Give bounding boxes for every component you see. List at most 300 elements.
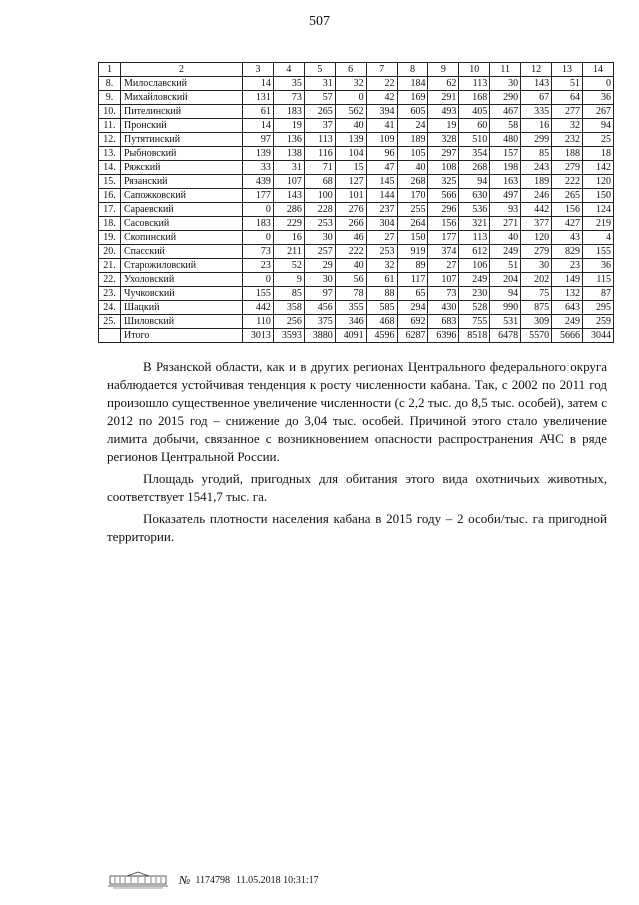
value-cell: 113 <box>304 133 335 147</box>
value-cell: 97 <box>304 287 335 301</box>
district-cell: Путятинский <box>121 133 243 147</box>
value-cell: 222 <box>335 245 366 259</box>
value-cell: 354 <box>459 147 490 161</box>
value-cell: 456 <box>304 301 335 315</box>
value-cell: 243 <box>521 161 552 175</box>
page-number: 507 <box>309 14 330 29</box>
value-cell: 279 <box>521 245 552 259</box>
value-cell: 40 <box>335 119 366 133</box>
value-cell: 321 <box>459 217 490 231</box>
value-cell: 692 <box>397 315 428 329</box>
value-cell: 442 <box>521 203 552 217</box>
table-row <box>99 329 614 343</box>
value-cell: 96 <box>366 147 397 161</box>
value-cell: 62 <box>428 77 459 91</box>
value-cell: 246 <box>521 189 552 203</box>
value-cell: 142 <box>582 161 613 175</box>
header-cell: 13 <box>552 63 583 77</box>
value-cell: 89 <box>397 259 428 273</box>
value-cell: 40 <box>397 161 428 175</box>
paragraph: В Рязанской области, как и в других регионах Центрального федерального округа наблюдается устойчивая тенденция к росту численности кабана. Так, с 2002 по 2011 год произошло существенное увеличение численности (с 2,2 тыс. до 8,5 тыс. особей), затем с 2012 по 2015 год – снижение до 3,04 тыс. особей. Причиной этого стало увеличение лимита добычи, связанное с возникновением опасности распространения АЧС в ряде регионов Центральной России. <box>107 359 607 464</box>
value-cell: 493 <box>428 105 459 119</box>
header-cell: 12 <box>521 63 552 77</box>
value-cell: 394 <box>366 105 397 119</box>
header-cell: 1 <box>99 63 121 77</box>
value-cell: 75 <box>521 287 552 301</box>
value-cell: 73 <box>428 287 459 301</box>
value-cell: 177 <box>243 189 274 203</box>
value-cell: 40 <box>490 231 521 245</box>
value-cell: 42 <box>366 91 397 105</box>
value-cell: 375 <box>304 315 335 329</box>
index-cell: 12. <box>99 133 121 147</box>
value-cell: 266 <box>335 217 366 231</box>
value-cell: 58 <box>490 119 521 133</box>
header-cell: 2 <box>121 63 243 77</box>
value-cell: 267 <box>582 105 613 119</box>
value-cell: 73 <box>273 91 304 105</box>
value-cell: 30 <box>490 77 521 91</box>
value-cell: 0 <box>243 203 274 217</box>
value-cell: 144 <box>366 189 397 203</box>
number-sign: № <box>179 872 191 887</box>
table-row <box>99 147 614 161</box>
value-cell: 150 <box>582 189 613 203</box>
header-cell: 5 <box>304 63 335 77</box>
value-cell: 230 <box>459 287 490 301</box>
value-cell: 497 <box>490 189 521 203</box>
value-cell: 219 <box>582 217 613 231</box>
value-cell: 43 <box>552 231 583 245</box>
value-cell: 228 <box>304 203 335 217</box>
value-cell: 132 <box>552 287 583 301</box>
table-row <box>99 315 614 329</box>
value-cell: 297 <box>428 147 459 161</box>
value-cell: 268 <box>397 175 428 189</box>
index-cell: 22. <box>99 273 121 287</box>
value-cell: 16 <box>273 231 304 245</box>
district-cell: Сапожковский <box>121 189 243 203</box>
value-cell: 41 <box>366 119 397 133</box>
value-cell: 18 <box>582 147 613 161</box>
value-cell: 156 <box>552 203 583 217</box>
value-cell: 468 <box>366 315 397 329</box>
value-cell: 4 <box>582 231 613 245</box>
value-cell: 612 <box>459 245 490 259</box>
value-cell: 14 <box>243 119 274 133</box>
value-cell: 85 <box>273 287 304 301</box>
value-cell: 104 <box>335 147 366 161</box>
value-cell: 309 <box>521 315 552 329</box>
value-cell: 875 <box>521 301 552 315</box>
value-cell: 124 <box>582 203 613 217</box>
value-cell: 97 <box>243 133 274 147</box>
value-cell: 15 <box>335 161 366 175</box>
table-row <box>99 245 614 259</box>
value-cell: 430 <box>428 301 459 315</box>
value-cell: 32 <box>366 259 397 273</box>
value-cell: 16 <box>521 119 552 133</box>
value-cell: 237 <box>366 203 397 217</box>
value-cell: 585 <box>366 301 397 315</box>
value-cell: 67 <box>521 91 552 105</box>
header-cell: 4 <box>273 63 304 77</box>
value-cell: 14 <box>243 77 274 91</box>
value-cell: 109 <box>366 133 397 147</box>
value-cell: 30 <box>521 259 552 273</box>
value-cell: 566 <box>428 189 459 203</box>
district-cell: Чучковский <box>121 287 243 301</box>
value-cell: 202 <box>521 273 552 287</box>
value-cell: 177 <box>428 231 459 245</box>
value-cell: 253 <box>304 217 335 231</box>
district-cell: Михайловский <box>121 91 243 105</box>
value-cell: 755 <box>459 315 490 329</box>
value-cell: 139 <box>243 147 274 161</box>
value-cell: 60 <box>459 119 490 133</box>
value-cell: 29 <box>304 259 335 273</box>
value-cell: 358 <box>273 301 304 315</box>
district-cell: Ряжский <box>121 161 243 175</box>
index-cell: 15. <box>99 175 121 189</box>
value-cell: 37 <box>304 119 335 133</box>
value-cell: 683 <box>428 315 459 329</box>
value-cell: 256 <box>273 315 304 329</box>
value-cell: 6287 <box>397 329 428 343</box>
value-cell: 265 <box>304 105 335 119</box>
value-cell: 85 <box>521 147 552 161</box>
value-cell: 259 <box>582 315 613 329</box>
table-row <box>99 105 614 119</box>
value-cell: 255 <box>397 203 428 217</box>
value-cell: 31 <box>273 161 304 175</box>
text-block <box>107 358 607 550</box>
value-cell: 94 <box>490 287 521 301</box>
district-cell: Милославский <box>121 77 243 91</box>
index-cell: 10. <box>99 105 121 119</box>
value-cell: 0 <box>335 91 366 105</box>
index-cell: 18. <box>99 217 121 231</box>
value-cell: 919 <box>397 245 428 259</box>
value-cell: 57 <box>304 91 335 105</box>
table-row <box>99 91 614 105</box>
value-cell: 346 <box>335 315 366 329</box>
table-row <box>99 301 614 315</box>
value-cell: 295 <box>582 301 613 315</box>
header-cell: 10 <box>459 63 490 77</box>
value-cell: 355 <box>335 301 366 315</box>
index-cell: 19. <box>99 231 121 245</box>
index-cell: 9. <box>99 91 121 105</box>
header-cell: 8 <box>397 63 428 77</box>
value-cell: 88 <box>366 287 397 301</box>
value-cell: 374 <box>428 245 459 259</box>
district-cell: Скопинский <box>121 231 243 245</box>
value-cell: 155 <box>243 287 274 301</box>
value-cell: 65 <box>397 287 428 301</box>
table-row <box>99 217 614 231</box>
value-cell: 510 <box>459 133 490 147</box>
value-cell: 249 <box>459 273 490 287</box>
value-cell: 22 <box>366 77 397 91</box>
value-cell: 107 <box>428 273 459 287</box>
value-cell: 155 <box>582 245 613 259</box>
table-header-row <box>99 63 614 77</box>
value-cell: 0 <box>243 231 274 245</box>
value-cell: 93 <box>490 203 521 217</box>
value-cell: 145 <box>366 175 397 189</box>
district-cell: Рязанский <box>121 175 243 189</box>
value-cell: 30 <box>304 273 335 287</box>
district-cell: Сараевский <box>121 203 243 217</box>
value-cell: 157 <box>490 147 521 161</box>
value-cell: 480 <box>490 133 521 147</box>
value-cell: 47 <box>366 161 397 175</box>
value-cell: 264 <box>397 217 428 231</box>
value-cell: 113 <box>459 77 490 91</box>
index-cell: 23. <box>99 287 121 301</box>
value-cell: 40 <box>335 259 366 273</box>
value-cell: 249 <box>490 245 521 259</box>
table-row <box>99 259 614 273</box>
value-cell: 170 <box>397 189 428 203</box>
table-row <box>99 287 614 301</box>
value-cell: 4091 <box>335 329 366 343</box>
value-cell: 156 <box>428 217 459 231</box>
paragraph: Показатель плотности населения кабана в 2015 году – 2 особи/тыс. га пригодной территории. <box>107 511 607 544</box>
value-cell: 183 <box>273 105 304 119</box>
value-cell: 61 <box>243 105 274 119</box>
value-cell: 405 <box>459 105 490 119</box>
index-cell: 20. <box>99 245 121 259</box>
value-cell: 78 <box>335 287 366 301</box>
value-cell: 990 <box>490 301 521 315</box>
value-cell: 271 <box>490 217 521 231</box>
value-cell: 64 <box>552 91 583 105</box>
value-cell: 296 <box>428 203 459 217</box>
table-row <box>99 133 614 147</box>
value-cell: 31 <box>304 77 335 91</box>
value-cell: 149 <box>552 273 583 287</box>
header-cell: 3 <box>243 63 274 77</box>
index-cell: 16. <box>99 189 121 203</box>
value-cell: 325 <box>428 175 459 189</box>
value-cell: 30 <box>304 231 335 245</box>
header-cell: 9 <box>428 63 459 77</box>
district-cell: Рыбновский <box>121 147 243 161</box>
value-cell: 294 <box>397 301 428 315</box>
value-cell: 51 <box>552 77 583 91</box>
value-cell: 377 <box>521 217 552 231</box>
value-cell: 117 <box>397 273 428 287</box>
table-row <box>99 189 614 203</box>
header-cell: 11 <box>490 63 521 77</box>
value-cell: 33 <box>243 161 274 175</box>
government-building-icon <box>107 871 169 889</box>
value-cell: 268 <box>459 161 490 175</box>
population-table <box>98 62 614 343</box>
value-cell: 105 <box>397 147 428 161</box>
value-cell: 3044 <box>582 329 613 343</box>
district-cell: Пронский <box>121 119 243 133</box>
value-cell: 19 <box>428 119 459 133</box>
value-cell: 143 <box>521 77 552 91</box>
index-cell: 25. <box>99 315 121 329</box>
value-cell: 249 <box>552 315 583 329</box>
value-cell: 279 <box>552 161 583 175</box>
value-cell: 427 <box>552 217 583 231</box>
value-cell: 138 <box>273 147 304 161</box>
value-cell: 291 <box>428 91 459 105</box>
value-cell: 6396 <box>428 329 459 343</box>
value-cell: 232 <box>552 133 583 147</box>
value-cell: 46 <box>335 231 366 245</box>
value-cell: 27 <box>428 259 459 273</box>
value-cell: 116 <box>304 147 335 161</box>
header-cell: 6 <box>335 63 366 77</box>
value-cell: 5666 <box>552 329 583 343</box>
table-row <box>99 161 614 175</box>
document-datetime: 11.05.2018 10:31:17 <box>235 874 319 886</box>
value-cell: 630 <box>459 189 490 203</box>
value-cell: 71 <box>304 161 335 175</box>
value-cell: 32 <box>335 77 366 91</box>
value-cell: 0 <box>582 77 613 91</box>
header-cell: 7 <box>366 63 397 77</box>
value-cell: 442 <box>243 301 274 315</box>
district-cell: Спасский <box>121 245 243 259</box>
value-cell: 32 <box>552 119 583 133</box>
table-row <box>99 175 614 189</box>
value-cell: 25 <box>582 133 613 147</box>
value-cell: 150 <box>397 231 428 245</box>
value-cell: 286 <box>273 203 304 217</box>
value-cell: 101 <box>335 189 366 203</box>
value-cell: 257 <box>304 245 335 259</box>
district-cell: Старожиловский <box>121 259 243 273</box>
value-cell: 163 <box>490 175 521 189</box>
value-cell: 136 <box>273 133 304 147</box>
value-cell: 439 <box>243 175 274 189</box>
value-cell: 0 <box>243 273 274 287</box>
value-cell: 3880 <box>304 329 335 343</box>
district-cell: Шацкий <box>121 301 243 315</box>
value-cell: 94 <box>582 119 613 133</box>
table-row <box>99 273 614 287</box>
value-cell: 6478 <box>490 329 521 343</box>
value-cell: 5570 <box>521 329 552 343</box>
value-cell: 115 <box>582 273 613 287</box>
index-cell: 13. <box>99 147 121 161</box>
district-cell: Итого <box>121 329 243 343</box>
value-cell: 23 <box>552 259 583 273</box>
value-cell: 265 <box>552 189 583 203</box>
district-cell: Сасовский <box>121 217 243 231</box>
value-cell: 131 <box>243 91 274 105</box>
district-cell: Шиловский <box>121 315 243 329</box>
index-cell: 14. <box>99 161 121 175</box>
value-cell: 143 <box>273 189 304 203</box>
value-cell: 335 <box>521 105 552 119</box>
paragraph: Площадь угодий, пригодных для обитания этого вида охотничьих животных, соответствует 1541,7 тыс. га. <box>107 471 607 504</box>
value-cell: 528 <box>459 301 490 315</box>
index-cell: 8. <box>99 77 121 91</box>
index-cell <box>99 329 121 343</box>
value-cell: 168 <box>459 91 490 105</box>
value-cell: 198 <box>490 161 521 175</box>
value-cell: 605 <box>397 105 428 119</box>
value-cell: 120 <box>521 231 552 245</box>
value-cell: 51 <box>490 259 521 273</box>
value-cell: 290 <box>490 91 521 105</box>
header-cell: 14 <box>582 63 613 77</box>
value-cell: 94 <box>459 175 490 189</box>
value-cell: 73 <box>243 245 274 259</box>
value-cell: 27 <box>366 231 397 245</box>
index-cell: 17. <box>99 203 121 217</box>
value-cell: 120 <box>582 175 613 189</box>
value-cell: 100 <box>304 189 335 203</box>
value-cell: 61 <box>366 273 397 287</box>
document-footer <box>107 870 319 890</box>
index-cell: 24. <box>99 301 121 315</box>
value-cell: 328 <box>428 133 459 147</box>
value-cell: 107 <box>273 175 304 189</box>
value-cell: 4596 <box>366 329 397 343</box>
value-cell: 23 <box>243 259 274 273</box>
value-cell: 531 <box>490 315 521 329</box>
value-cell: 3013 <box>243 329 274 343</box>
value-cell: 304 <box>366 217 397 231</box>
value-cell: 169 <box>397 91 428 105</box>
value-cell: 127 <box>335 175 366 189</box>
index-cell: 21. <box>99 259 121 273</box>
value-cell: 68 <box>304 175 335 189</box>
value-cell: 253 <box>366 245 397 259</box>
value-cell: 56 <box>335 273 366 287</box>
value-cell: 8518 <box>459 329 490 343</box>
value-cell: 9 <box>273 273 304 287</box>
value-cell: 562 <box>335 105 366 119</box>
value-cell: 139 <box>335 133 366 147</box>
table-row <box>99 231 614 245</box>
value-cell: 24 <box>397 119 428 133</box>
value-cell: 108 <box>428 161 459 175</box>
value-cell: 113 <box>459 231 490 245</box>
value-cell: 536 <box>459 203 490 217</box>
value-cell: 106 <box>459 259 490 273</box>
value-cell: 277 <box>552 105 583 119</box>
value-cell: 643 <box>552 301 583 315</box>
value-cell: 110 <box>243 315 274 329</box>
value-cell: 188 <box>552 147 583 161</box>
value-cell: 829 <box>552 245 583 259</box>
table-row <box>99 77 614 91</box>
index-cell: 11. <box>99 119 121 133</box>
value-cell: 183 <box>243 217 274 231</box>
value-cell: 87 <box>582 287 613 301</box>
value-cell: 467 <box>490 105 521 119</box>
table-row <box>99 119 614 133</box>
table-row <box>99 203 614 217</box>
value-cell: 229 <box>273 217 304 231</box>
value-cell: 52 <box>273 259 304 273</box>
value-cell: 35 <box>273 77 304 91</box>
value-cell: 299 <box>521 133 552 147</box>
value-cell: 189 <box>521 175 552 189</box>
value-cell: 211 <box>273 245 304 259</box>
district-cell: Пителинский <box>121 105 243 119</box>
